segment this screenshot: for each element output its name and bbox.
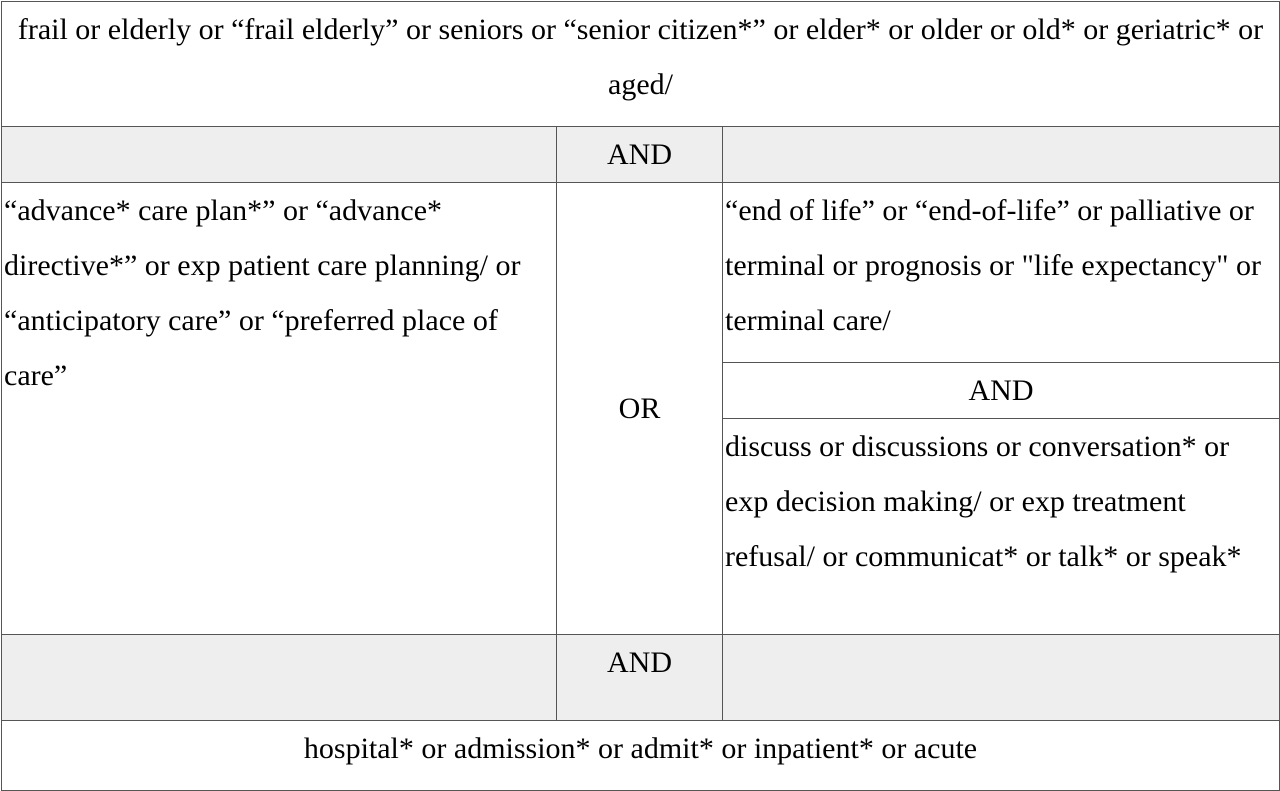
setting-terms: hospital* or admission* or admit* or inpatient* or acute (303, 732, 978, 765)
inner-and-operator: AND (968, 374, 1034, 407)
and-row-2-left-cell (2, 635, 557, 721)
and-row-1 (2, 127, 1280, 183)
or-operator-cell (557, 183, 723, 635)
discussion-cell (723, 419, 1280, 635)
and-row-1-right-cell (723, 127, 1280, 183)
discussion-terms: discuss or discussions or conversation* or exp decision making/ or exp treatment refusal/ or communicat* or talk* or speak* (725, 430, 1242, 573)
and-row-2-operator-cell (557, 635, 723, 721)
search-strategy-table (1, 1, 1280, 791)
and-row-1-operator-cell (557, 127, 723, 183)
end-of-life-terms: “end of life” or “end-of-life” or palliative or terminal or prognosis or "life expectancy" or terminal care/ (725, 194, 1261, 337)
and-row-2 (2, 635, 1280, 721)
advance-care-cell (2, 183, 557, 635)
and-operator-1: AND (607, 138, 672, 171)
inner-and-cell (723, 363, 1280, 419)
and-row-1-left-cell (2, 127, 557, 183)
setting-cell (2, 721, 1280, 791)
setting-row (2, 721, 1280, 791)
population-terms: frail or elderly or “frail elderly” or seniors or “senior citizen*” or elder* or older or old* or geriatric* or aged/ (17, 13, 1264, 101)
concept-row-top (2, 183, 1280, 363)
population-cell (2, 2, 1280, 127)
and-operator-2: AND (607, 646, 672, 679)
or-operator: OR (618, 392, 661, 425)
population-row (2, 2, 1280, 127)
advance-care-terms: “advance* care plan*” or “advance* directive*” or exp patient care planning/ or “anticipatory care” or “preferred place of care” (4, 194, 521, 392)
end-of-life-cell (723, 183, 1280, 363)
and-row-2-right-cell (723, 635, 1280, 721)
